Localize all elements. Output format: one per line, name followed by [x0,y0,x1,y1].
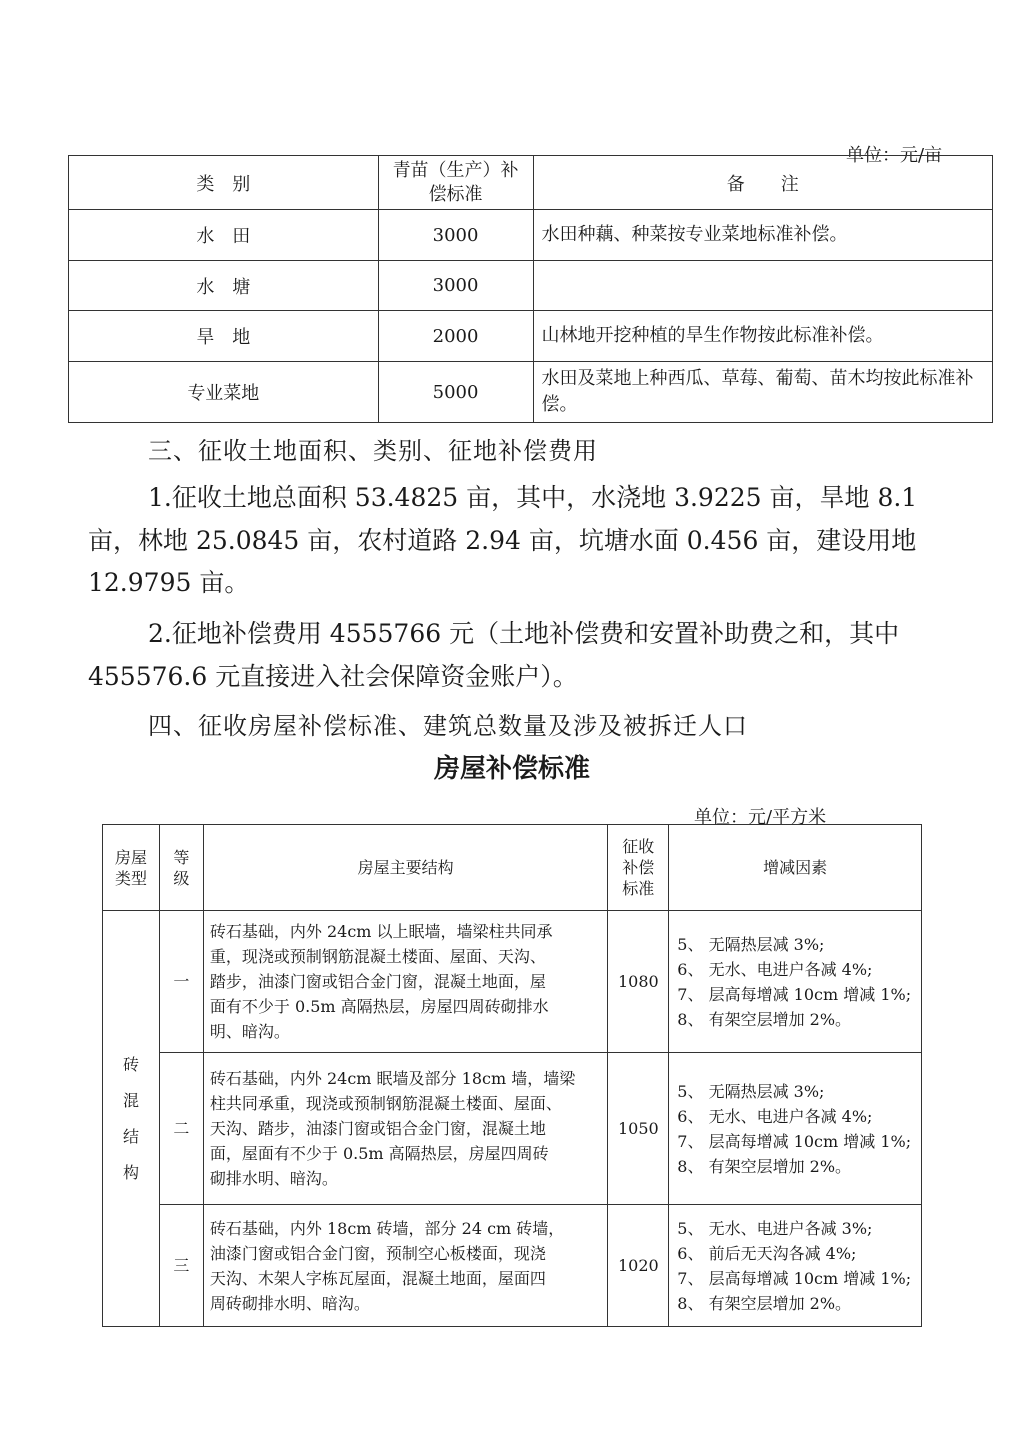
header-standard-line: 标准 [622,879,655,898]
structure-line: 天沟、木架人字栋瓦屋面，混凝土地面，屋面四 [209,1268,546,1288]
grade-cell: 一 [159,911,203,1053]
house-type-char: 砖 [122,1054,139,1074]
factor-line: 8、 有架空层增加 2%。 [677,1009,852,1029]
house-type-char: 混 [122,1090,139,1110]
row-note: 水田及菜地上种西瓜、草莓、葡萄、苗木均按此标准补偿。 [533,362,993,423]
section3-p1-line1: 1.征收土地总面积 53.4825 亩，其中，水浇地 3.9225 亩，旱地 8.1 [148,483,918,512]
row-category: 水 塘 [69,261,379,311]
standard-cell: 1080 [608,911,669,1053]
structure-line: 明、暗沟。 [209,1022,290,1041]
row-standard: 3000 [378,261,533,311]
table2-unit: 单位：元/平方米 [694,807,827,828]
header-category: 类 别 [69,156,379,210]
table-header-row [69,156,993,210]
house-type-char: 结 [122,1126,139,1146]
grade-cell: 三 [159,1205,203,1327]
header-standard-line: 征收 [622,837,655,856]
factor-line: 6、 无水、电进户各减 4%; [677,959,873,979]
table-row [69,261,993,311]
table-row [69,362,993,423]
header-house-type [103,825,160,911]
factor-line: 5、 无隔热层减 3%; [677,934,825,954]
factors-cell [669,1205,922,1327]
factor-line: 8、 有架空层增加 2%。 [677,1293,852,1313]
factor-line: 6、 前后无天沟各减 4%; [677,1243,857,1263]
header-structure: 房屋主要结构 [203,825,607,911]
grade-cell: 二 [159,1053,203,1205]
seedling-compensation-table [68,155,993,423]
house-type-cell [103,911,160,1327]
factor-line: 7、 层高每增减 10cm 增减 1%; [677,1131,912,1151]
header-grade-line: 级 [173,868,190,888]
structure-line: 重，现浇或预制钢筋混凝土楼面、屋面、天沟、 [209,947,546,966]
row-note: 山林地开挖种植的旱生作物按此标准补偿。 [533,311,993,362]
row-standard: 2000 [378,311,533,362]
section3-p1-line2: 亩，林地 25.0845 亩，农村道路 2.94 亩，坑塘水面 0.456 亩，建设用地 [88,526,917,555]
row-note [533,261,993,311]
header-factors: 增减因素 [669,825,922,911]
structure-line: 砌排水明、暗沟。 [209,1169,338,1188]
row-category: 水 田 [69,210,379,261]
house-compensation-table [102,824,922,1327]
factors-cell [669,911,922,1053]
row-standard: 5000 [378,362,533,423]
factor-line: 8、 有架空层增加 2%。 [677,1156,852,1176]
structure-line: 面，屋面有不少于 0.5m 高隔热层，房屋四周砖 [209,1144,549,1163]
structure-cell [203,911,607,1053]
structure-cell [203,1053,607,1205]
section3-heading: 三、征收土地面积、类别、征地补偿费用 [148,437,598,465]
table2-title: 房屋补偿标准 [433,754,590,784]
header-standard-line: 补偿 [622,858,655,877]
table-row [69,210,993,261]
structure-line: 踏步，油漆门窗或铝合金门窗，混凝土地面，屋 [209,972,546,991]
structure-cell [203,1205,607,1327]
factor-line: 7、 层高每增减 10cm 增减 1%; [677,1268,912,1288]
structure-line: 周砖砌排水明、暗沟。 [209,1293,370,1313]
header-standard: 青苗（生产）补偿标准 [378,156,533,210]
row-category: 专业菜地 [69,362,379,423]
section4-heading: 四、征收房屋补偿标准、建筑总数量及涉及被拆迁人口 [148,712,748,740]
structure-line: 砖石基础，内外 24cm 眠墙及部分 18cm 墙，墙梁 [209,1069,576,1088]
row-category: 旱 地 [69,311,379,362]
structure-line: 面有不少于 0.5m 高隔热层，房屋四周砖砌排水 [209,997,549,1016]
table1-unit: 单位：元/亩 [846,145,943,166]
table-row [103,911,922,1053]
factor-line: 7、 层高每增减 10cm 增减 1%; [677,984,912,1004]
standard-cell: 1050 [608,1053,669,1205]
structure-line: 砖石基础，内外 24cm 以上眠墙，墙梁柱共同承 [209,922,553,941]
header-grade [159,825,203,911]
table-row [103,1053,922,1205]
table-row [103,1205,922,1327]
factors-cell [669,1053,922,1205]
header-house-type-line: 房屋 [114,847,147,867]
structure-line: 柱共同承重，现浇或预制钢筋混凝土楼面、屋面、 [209,1094,562,1113]
row-note: 水田种藕、种菜按专业菜地标准补偿。 [533,210,993,261]
structure-line: 油漆门窗或铝合金门窗，预制空心板楼面，现浇 [209,1243,546,1263]
section3-p1-line3: 12.9795 亩。 [88,568,250,597]
table-row [69,311,993,362]
structure-line: 天沟、踏步，油漆门窗或铝合金门窗，混凝土地 [209,1119,546,1138]
section3-p2-line2: 455576.6 元直接进入社会保障资金账户）。 [88,662,578,691]
header-standard [608,825,669,911]
structure-line: 砖石基础，内外 18cm 砖墙，部分 24 cm 砖墙， [209,1218,565,1238]
header-house-type-line: 类型 [114,868,147,888]
factor-line: 5、 无隔热层减 3%; [677,1081,825,1101]
section3-p2-line1: 2.征地补偿费用 4555766 元（土地补偿费和安置补助费之和，其中 [148,619,900,648]
house-type-char: 构 [122,1162,139,1182]
header-note: 备 注 [533,156,993,210]
row-standard: 3000 [378,210,533,261]
standard-cell: 1020 [608,1205,669,1327]
factor-line: 5、 无水、电进户各减 3%; [677,1218,873,1238]
header-grade-line: 等 [173,847,190,867]
factor-line: 6、 无水、电进户各减 4%; [677,1106,873,1126]
table-header-row [103,825,922,911]
